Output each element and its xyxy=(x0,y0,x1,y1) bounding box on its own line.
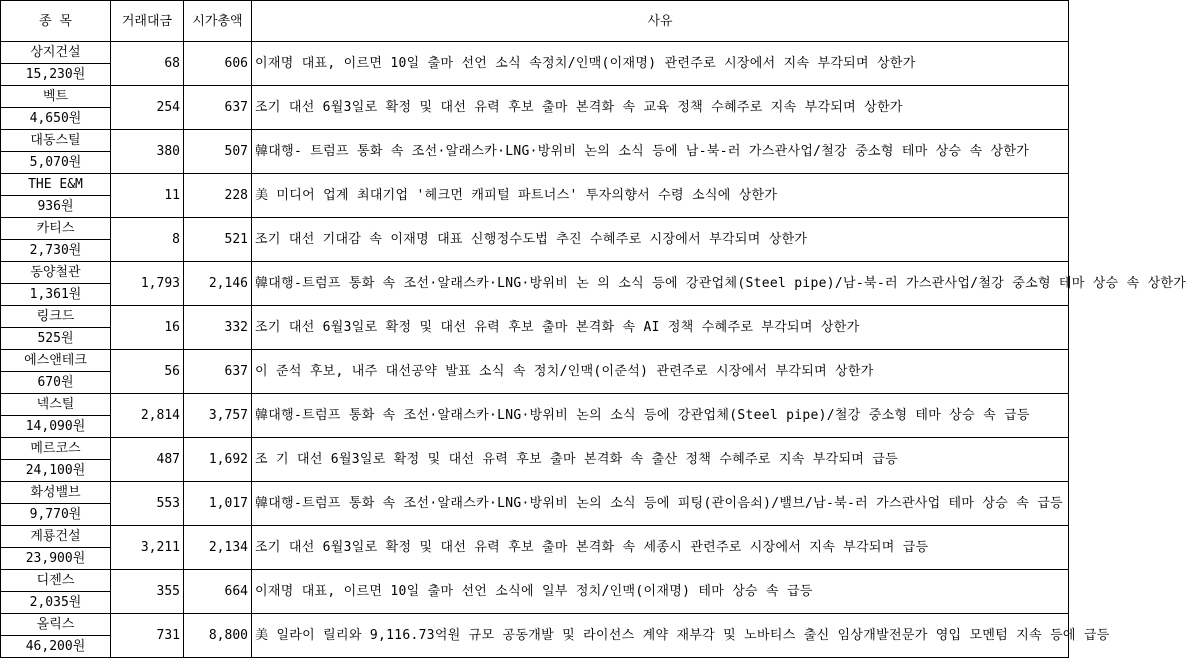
market-cap: 228 xyxy=(184,174,252,218)
stock-price: 936원 xyxy=(1,196,111,218)
table-row xyxy=(1,86,1069,108)
trading-volume: 731 xyxy=(111,614,184,658)
table-row xyxy=(1,130,1069,152)
stock-name: 링크드 xyxy=(1,306,111,328)
table-row xyxy=(1,42,1069,64)
table-row xyxy=(1,174,1069,196)
stock-name: 화성밸브 xyxy=(1,482,111,504)
reason-text: 韓대행-트럼프 통화 속 조선·알래스카·LNG·방위비 논의 소식 등에 피팅(관이음쇠)/밸브/남-북-러 가스관사업 테마 상승 속 급등 xyxy=(252,482,1069,526)
table-row xyxy=(1,438,1069,460)
reason-text: 조 기 대선 6월3일로 확정 및 대선 유력 후보 출마 본격화 속 출산 정책 수혜주로 지속 부각되며 급등 xyxy=(252,438,1069,482)
market-cap: 2,134 xyxy=(184,526,252,570)
reason-text: 조기 대선 6월3일로 확정 및 대선 유력 후보 출마 본격화 속 교육 정책 수혜주로 지속 부각되며 상한가 xyxy=(252,86,1069,130)
stock-name: 메르코스 xyxy=(1,438,111,460)
reason-text: 이재명 대표, 이르면 10일 출마 선언 소식에 일부 정치/인맥(이재명) 테마 상승 속 급등 xyxy=(252,570,1069,614)
stock-price: 2,730원 xyxy=(1,240,111,262)
stock-name: 동양철관 xyxy=(1,262,111,284)
header-volume: 거래대금 xyxy=(111,1,184,42)
stock-price: 9,770원 xyxy=(1,504,111,526)
stock-price: 525원 xyxy=(1,328,111,350)
market-cap: 507 xyxy=(184,130,252,174)
trading-volume: 553 xyxy=(111,482,184,526)
market-cap: 1,692 xyxy=(184,438,252,482)
table-row xyxy=(1,394,1069,416)
table-row xyxy=(1,526,1069,548)
trading-volume: 2,814 xyxy=(111,394,184,438)
trading-volume: 16 xyxy=(111,306,184,350)
table-body xyxy=(1,42,1186,658)
stock-name: 넥스틸 xyxy=(1,394,111,416)
trading-volume: 254 xyxy=(111,86,184,130)
table-row xyxy=(1,482,1069,504)
stock-price: 2,035원 xyxy=(1,592,111,614)
market-cap: 1,017 xyxy=(184,482,252,526)
market-cap: 2,146 xyxy=(184,262,252,306)
stock-price: 15,230원 xyxy=(1,64,111,86)
stock-name: 올릭스 xyxy=(1,614,111,636)
reason-text: 조기 대선 기대감 속 이재명 대표 신행정수도법 추진 수혜주로 시장에서 부각되며 상한가 xyxy=(252,218,1069,262)
header-name: 종 목 xyxy=(1,1,111,42)
stock-price: 46,200원 xyxy=(1,636,111,658)
header-market-cap: 시가총액 xyxy=(184,1,252,42)
market-cap: 606 xyxy=(184,42,252,86)
reason-text: 이재명 대표, 이르면 10일 출마 선언 소식 속정치/인맥(이재명) 관련주로 시장에서 지속 부각되며 상한가 xyxy=(252,42,1069,86)
market-cap: 637 xyxy=(184,350,252,394)
trading-volume: 487 xyxy=(111,438,184,482)
stock-name: 계룡건설 xyxy=(1,526,111,548)
table-row xyxy=(1,614,1069,636)
trading-volume: 8 xyxy=(111,218,184,262)
market-cap: 3,757 xyxy=(184,394,252,438)
reason-text: 韓대행-트럼프 통화 속 조선·알래스카·LNG·방위비 논의 소식 등에 강관업체(Steel pipe)/철강 중소형 테마 상승 속 급등 xyxy=(252,394,1069,438)
stock-name: THE E&M xyxy=(1,174,111,196)
stock-name: 디젠스 xyxy=(1,570,111,592)
table-row xyxy=(1,306,1069,328)
stock-price: 1,361원 xyxy=(1,284,111,306)
reason-text: 韓대행-트럼프 통화 속 조선·알래스카·LNG·방위비 논 의 소식 등에 강관업체(Steel pipe)/남-북-러 가스관사업/철강 중소형 테마 상승 속 상한가 xyxy=(252,262,1069,306)
stock-name: 카티스 xyxy=(1,218,111,240)
header-reason: 사유 xyxy=(252,1,1069,42)
stock-name: 대동스틸 xyxy=(1,130,111,152)
trading-volume: 1,793 xyxy=(111,262,184,306)
market-cap: 664 xyxy=(184,570,252,614)
trading-volume: 11 xyxy=(111,174,184,218)
market-cap: 8,800 xyxy=(184,614,252,658)
trading-volume: 355 xyxy=(111,570,184,614)
stock-price: 24,100원 xyxy=(1,460,111,482)
reason-text: 이 준석 후보, 내주 대선공약 발표 소식 속 정치/인맥(이준석) 관련주로 시장에서 부각되며 상한가 xyxy=(252,350,1069,394)
table-row xyxy=(1,570,1069,592)
table-row xyxy=(1,218,1069,240)
trading-volume: 56 xyxy=(111,350,184,394)
stock-price: 14,090원 xyxy=(1,416,111,438)
reason-text: 美 미디어 업계 최대기업 '헤크먼 캐피털 파트너스' 투자의향서 수령 소식에 상한가 xyxy=(252,174,1069,218)
reason-text: 조기 대선 6월3일로 확정 및 대선 유력 후보 출마 본격화 속 세종시 관련주로 시장에서 지속 부각되며 급등 xyxy=(252,526,1069,570)
stock-price: 23,900원 xyxy=(1,548,111,570)
reason-text: 조기 대선 6월3일로 확정 및 대선 유력 후보 출마 본격화 속 AI 정책 수혜주로 부각되며 상한가 xyxy=(252,306,1069,350)
header-row xyxy=(1,1,1069,42)
reason-text: 美 일라이 릴리와 9,116.73억원 규모 공동개발 및 라이선스 계약 재부각 및 노바티스 출신 임상개발전문가 영입 모멘텀 지속 등에 급등 xyxy=(252,614,1069,658)
stock-price: 4,650원 xyxy=(1,108,111,130)
market-cap: 521 xyxy=(184,218,252,262)
table-row xyxy=(1,350,1069,372)
trading-volume: 3,211 xyxy=(111,526,184,570)
table-row xyxy=(1,262,1069,284)
reason-text: 韓대행- 트럼프 통화 속 조선·알래스카·LNG·방위비 논의 소식 등에 남-북-러 가스관사업/철강 중소형 테마 상승 속 상한가 xyxy=(252,130,1069,174)
market-cap: 332 xyxy=(184,306,252,350)
stock-price: 5,070원 xyxy=(1,152,111,174)
trading-volume: 68 xyxy=(111,42,184,86)
stock-name: 벡트 xyxy=(1,86,111,108)
stock-name: 상지건설 xyxy=(1,42,111,64)
stock-price: 670원 xyxy=(1,372,111,394)
stock-name: 에스앤테크 xyxy=(1,350,111,372)
market-cap: 637 xyxy=(184,86,252,130)
trading-volume: 380 xyxy=(111,130,184,174)
